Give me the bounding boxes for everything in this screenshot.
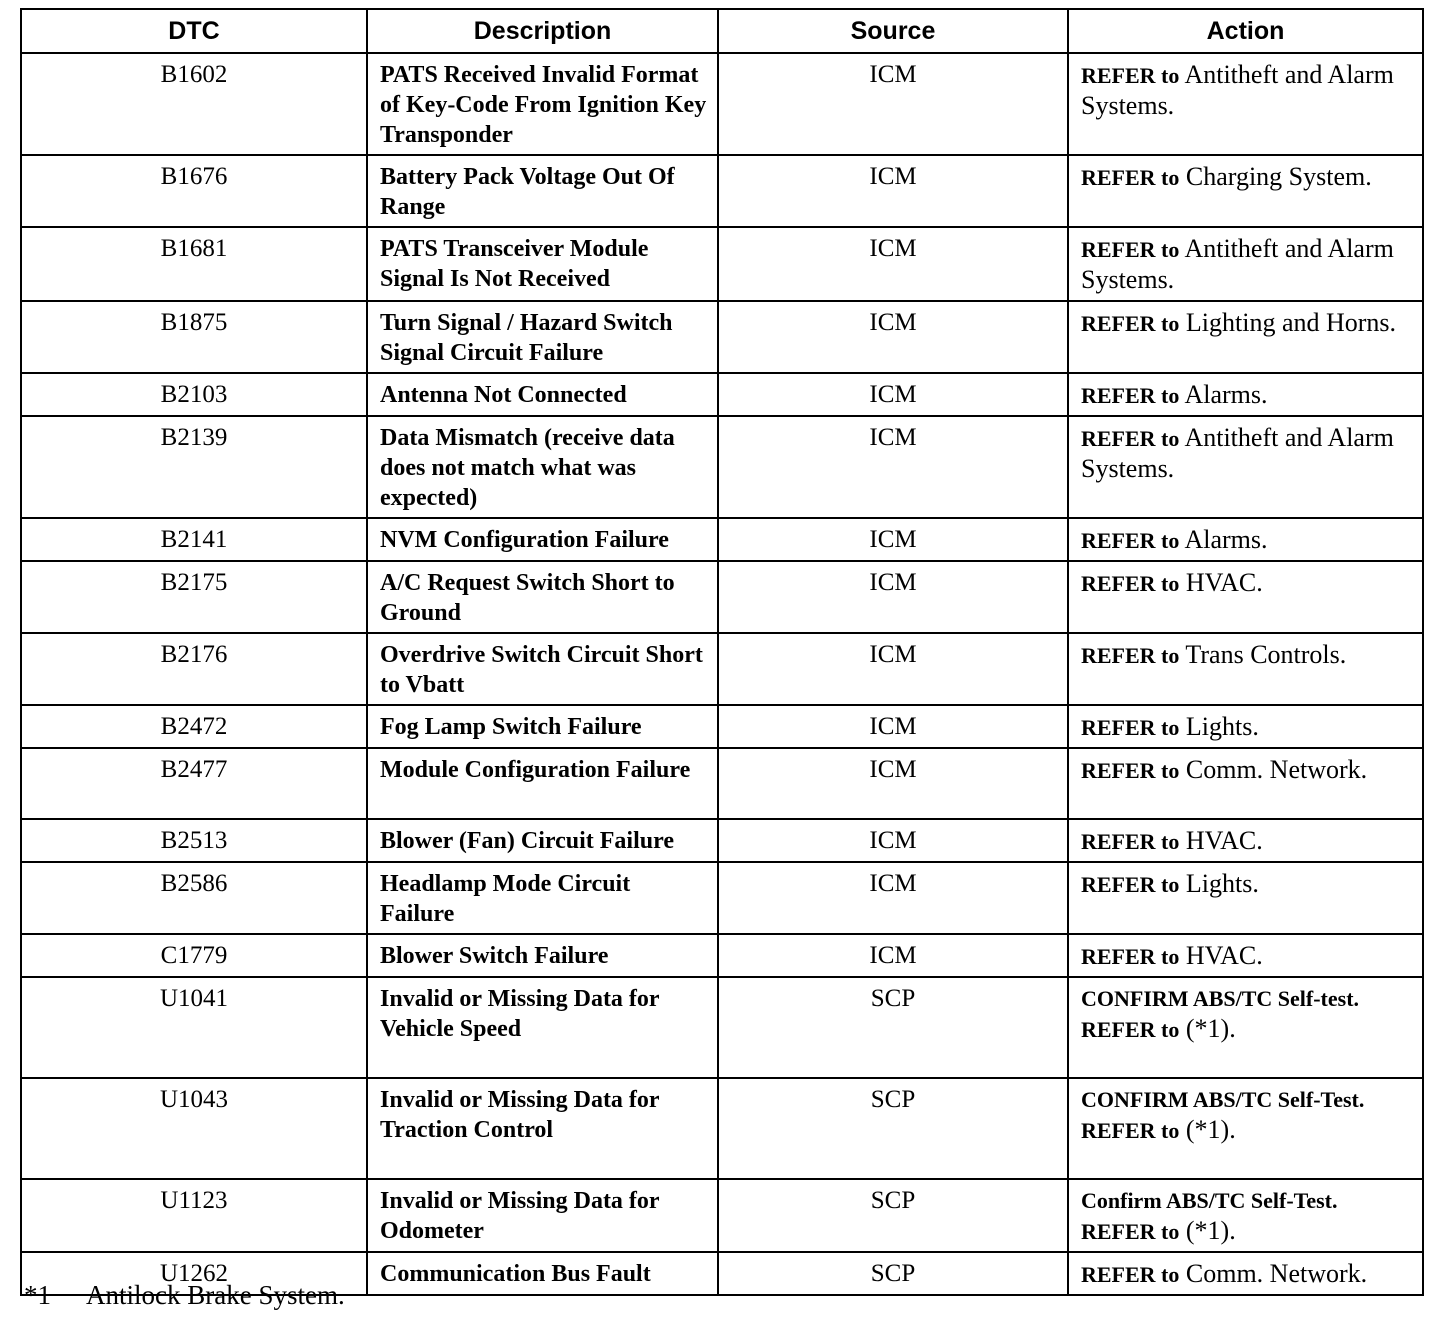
- table-row: [21, 977, 1423, 1078]
- cell-action: [1068, 819, 1423, 862]
- cell-description: A/C Request Switch Short to Ground: [367, 561, 718, 633]
- cell-source: ICM: [718, 53, 1068, 155]
- footnote-text: Antilock Brake System.: [86, 1280, 345, 1310]
- action-lead: REFER to: [1081, 165, 1180, 190]
- cell-description: PATS Received Invalid Format of Key-Code From Ignition Key Transponder: [367, 53, 718, 155]
- table-row: [21, 1179, 1423, 1252]
- cell-dtc: B1676: [21, 155, 367, 227]
- action-lead: REFER to: [1081, 311, 1180, 336]
- cell-source: SCP: [718, 1078, 1068, 1179]
- cell-action: [1068, 518, 1423, 561]
- cell-action: [1068, 934, 1423, 977]
- action-lead: REFER to: [1081, 237, 1180, 262]
- action-lead: CONFIRM ABS/TC Self-test. REFER to: [1081, 986, 1360, 1042]
- table-row: [21, 819, 1423, 862]
- table-header-row: [21, 9, 1423, 53]
- table-row: [21, 934, 1423, 977]
- cell-action: [1068, 1078, 1423, 1179]
- table-row: [21, 748, 1423, 819]
- action-target: Charging System.: [1179, 162, 1372, 191]
- table-row: [21, 227, 1423, 301]
- cell-description: Data Mismatch (receive data does not match what was expected): [367, 416, 718, 518]
- cell-source: ICM: [718, 705, 1068, 748]
- cell-dtc: U1041: [21, 977, 367, 1078]
- cell-description: Overdrive Switch Circuit Short to Vbatt: [367, 633, 718, 705]
- table-row: [21, 373, 1423, 416]
- action-target: Alarms.: [1179, 525, 1268, 554]
- action-target: Lighting and Horns.: [1179, 308, 1397, 337]
- cell-description: Module Configuration Failure: [367, 748, 718, 819]
- cell-dtc: B1875: [21, 301, 367, 373]
- cell-source: ICM: [718, 819, 1068, 862]
- table-row: [21, 518, 1423, 561]
- cell-dtc: B2139: [21, 416, 367, 518]
- cell-dtc: U1262: [21, 1252, 367, 1295]
- table-row: [21, 53, 1423, 155]
- footnote: [24, 1280, 345, 1311]
- cell-source: ICM: [718, 862, 1068, 934]
- action-target: Antitheft and Alarm Systems.: [1081, 423, 1394, 483]
- cell-dtc: B2472: [21, 705, 367, 748]
- dtc-table: [20, 8, 1424, 1296]
- action-lead: REFER to: [1081, 643, 1180, 668]
- cell-description: Headlamp Mode Circuit Failure: [367, 862, 718, 934]
- cell-dtc: B2586: [21, 862, 367, 934]
- cell-action: [1068, 705, 1423, 748]
- action-target: Lights.: [1179, 869, 1259, 898]
- action-lead: REFER to: [1081, 426, 1180, 451]
- action-lead: REFER to: [1081, 715, 1180, 740]
- action-lead: REFER to: [1081, 63, 1180, 88]
- cell-dtc: B1681: [21, 227, 367, 301]
- table-row: [21, 416, 1423, 518]
- header-description: Description: [367, 9, 718, 53]
- action-lead: REFER to: [1081, 1262, 1180, 1287]
- action-target: Lights.: [1179, 712, 1259, 741]
- cell-description: Fog Lamp Switch Failure: [367, 705, 718, 748]
- action-target: (*1).: [1179, 1014, 1236, 1043]
- table-row: [21, 1078, 1423, 1179]
- cell-source: SCP: [718, 1252, 1068, 1295]
- footnote-mark: *1: [24, 1280, 51, 1310]
- cell-description: Invalid or Missing Data for Vehicle Speed: [367, 977, 718, 1078]
- cell-source: ICM: [718, 373, 1068, 416]
- action-target: (*1).: [1179, 1216, 1236, 1245]
- table-row: [21, 633, 1423, 705]
- cell-description: Blower Switch Failure: [367, 934, 718, 977]
- cell-dtc: C1779: [21, 934, 367, 977]
- action-lead: REFER to: [1081, 829, 1180, 854]
- header-dtc: DTC: [21, 9, 367, 53]
- header-source: Source: [718, 9, 1068, 53]
- action-target: (*1).: [1179, 1115, 1236, 1144]
- action-target: Antitheft and Alarm Systems.: [1081, 60, 1394, 120]
- cell-description: Communication Bus Fault: [367, 1252, 718, 1295]
- cell-description: Antenna Not Connected: [367, 373, 718, 416]
- cell-action: [1068, 977, 1423, 1078]
- cell-action: [1068, 1179, 1423, 1252]
- cell-action: [1068, 373, 1423, 416]
- cell-source: SCP: [718, 977, 1068, 1078]
- cell-source: ICM: [718, 561, 1068, 633]
- action-lead: CONFIRM ABS/TC Self-Test. REFER to: [1081, 1087, 1365, 1143]
- cell-source: ICM: [718, 748, 1068, 819]
- action-lead: REFER to: [1081, 944, 1180, 969]
- cell-dtc: B2477: [21, 748, 367, 819]
- cell-dtc: U1043: [21, 1078, 367, 1179]
- action-target: Alarms.: [1179, 380, 1268, 409]
- cell-dtc: B2176: [21, 633, 367, 705]
- cell-source: ICM: [718, 301, 1068, 373]
- cell-description: Battery Pack Voltage Out Of Range: [367, 155, 718, 227]
- action-lead: REFER to: [1081, 528, 1180, 553]
- cell-source: ICM: [718, 518, 1068, 561]
- cell-description: Turn Signal / Hazard Switch Signal Circuit Failure: [367, 301, 718, 373]
- action-target: Trans Controls.: [1179, 640, 1347, 669]
- action-target: HVAC.: [1179, 941, 1263, 970]
- cell-dtc: B1602: [21, 53, 367, 155]
- action-lead: REFER to: [1081, 383, 1180, 408]
- cell-action: [1068, 862, 1423, 934]
- cell-source: ICM: [718, 155, 1068, 227]
- cell-action: [1068, 301, 1423, 373]
- cell-action: [1068, 561, 1423, 633]
- cell-description: Invalid or Missing Data for Odometer: [367, 1179, 718, 1252]
- table-row: [21, 301, 1423, 373]
- table-row: [21, 155, 1423, 227]
- cell-action: [1068, 53, 1423, 155]
- action-target: HVAC.: [1179, 826, 1263, 855]
- cell-source: ICM: [718, 934, 1068, 977]
- action-target: Antitheft and Alarm Systems.: [1081, 234, 1394, 294]
- action-target: Comm. Network.: [1179, 755, 1368, 784]
- cell-description: Blower (Fan) Circuit Failure: [367, 819, 718, 862]
- cell-description: NVM Configuration Failure: [367, 518, 718, 561]
- cell-source: ICM: [718, 416, 1068, 518]
- cell-action: [1068, 748, 1423, 819]
- cell-dtc: B2141: [21, 518, 367, 561]
- cell-description: Invalid or Missing Data for Traction Control: [367, 1078, 718, 1179]
- cell-source: ICM: [718, 633, 1068, 705]
- cell-dtc: B2175: [21, 561, 367, 633]
- table-row: [21, 561, 1423, 633]
- cell-action: [1068, 633, 1423, 705]
- action-target: HVAC.: [1179, 568, 1263, 597]
- cell-action: [1068, 1252, 1423, 1295]
- table-body: [21, 53, 1423, 1295]
- cell-dtc: U1123: [21, 1179, 367, 1252]
- cell-action: [1068, 227, 1423, 301]
- action-lead: REFER to: [1081, 758, 1180, 783]
- table-row: [21, 862, 1423, 934]
- action-lead: Confirm ABS/TC Self-Test. REFER to: [1081, 1188, 1338, 1244]
- cell-action: [1068, 416, 1423, 518]
- cell-source: SCP: [718, 1179, 1068, 1252]
- cell-description: PATS Transceiver Module Signal Is Not Received: [367, 227, 718, 301]
- cell-dtc: B2103: [21, 373, 367, 416]
- table-row: [21, 705, 1423, 748]
- cell-source: ICM: [718, 227, 1068, 301]
- cell-dtc: B2513: [21, 819, 367, 862]
- action-target: Comm. Network.: [1179, 1259, 1368, 1288]
- cell-action: [1068, 155, 1423, 227]
- header-action: Action: [1068, 9, 1423, 53]
- action-lead: REFER to: [1081, 872, 1180, 897]
- action-lead: REFER to: [1081, 571, 1180, 596]
